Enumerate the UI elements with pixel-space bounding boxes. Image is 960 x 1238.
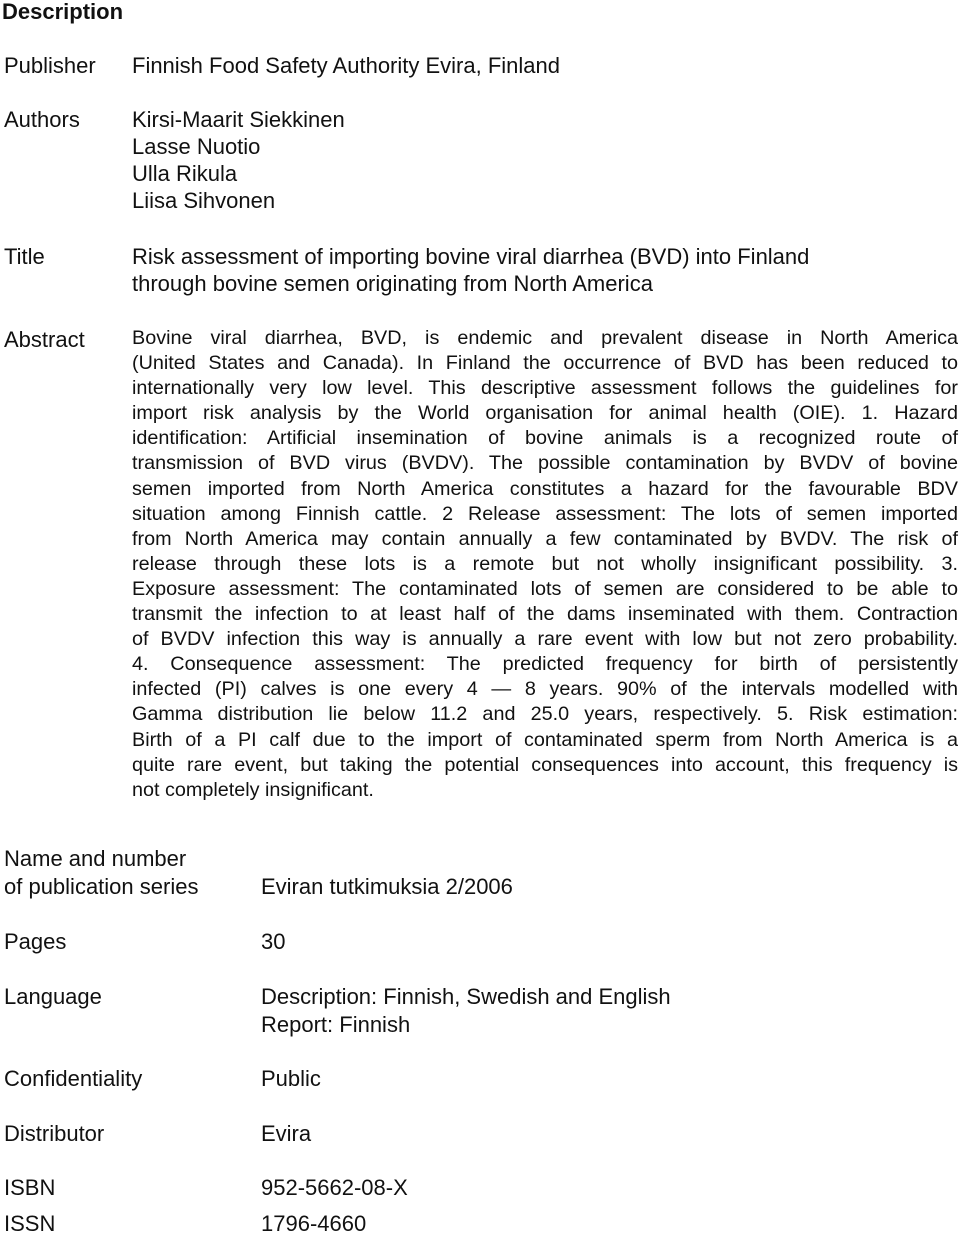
- authors-label: Authors: [4, 107, 80, 132]
- isbn-label: ISBN: [4, 1175, 56, 1200]
- abstract-line: (United States and Canada). In Finland the occurrence of BVD has been reduced to: [132, 352, 958, 375]
- abstract-line: situation among Finnish cattle. 2 Release assessment: The lots of semen imported: [132, 502, 958, 525]
- abstract-label: Abstract: [4, 327, 85, 352]
- abstract-line: semen imported from North America constitutes a hazard for the favourable BDV: [132, 477, 958, 500]
- abstract-line: Bovine viral diarrhea, BVD, is endemic and prevalent disease in North America: [132, 327, 958, 349]
- abstract-line: Birth of a PI calf due to the import of contaminated sperm from North America is a: [132, 728, 958, 751]
- series-label: [4, 845, 198, 901]
- abstract-line: from North America may contain annually a few contaminated by BVDV. The risk of: [132, 527, 958, 550]
- abstract-line: quite rare event, but taking the potential consequences into account, this frequency is: [132, 753, 958, 776]
- pages-value: 30: [261, 929, 286, 954]
- abstract-line: not completely insignificant.: [132, 778, 374, 801]
- title-line: through bovine semen originating from North America: [132, 271, 653, 296]
- author-name: Lasse Nuotio: [132, 134, 261, 159]
- language-line: Report: Finnish: [261, 1012, 411, 1037]
- distributor-value: Evira: [261, 1121, 312, 1146]
- abstract-line: internationally very low level. This descriptive assessment follows the guidelines for: [132, 377, 958, 400]
- authors-list: [132, 106, 345, 214]
- author-name: Liisa Sihvonen: [132, 188, 276, 213]
- pages-label: Pages: [4, 929, 67, 954]
- abstract-line: 4. Consequence assessment: The predicted frequency for birth of persistently: [132, 653, 958, 676]
- distributor-label: Distributor: [4, 1121, 105, 1146]
- issn-value: 1796-4660: [261, 1211, 367, 1236]
- abstract-line: import risk analysis by the World organisation for animal health (OIE). 1. Hazard: [132, 402, 958, 425]
- abstract-line: transmit the infection to at least half of the dams inseminated with them. Contraction: [132, 603, 958, 626]
- language-label: Language: [4, 984, 102, 1009]
- series-label-line: of publication series: [4, 874, 199, 899]
- publisher-label: Publisher: [4, 53, 96, 78]
- publisher-value: Finnish Food Safety Authority Evira, Finland: [132, 53, 560, 78]
- isbn-value: 952-5662-08-X: [261, 1175, 408, 1200]
- author-name: Ulla Rikula: [132, 161, 238, 186]
- abstract-text: [132, 326, 958, 803]
- abstract-line: Exposure assessment: The contaminated lots of semen are considered to be able to: [132, 577, 958, 600]
- author-name: Kirsi-Maarit Siekkinen: [132, 107, 345, 132]
- title-value: [132, 243, 809, 297]
- abstract-line: of BVDV infection this way is annually a rare event with low but not zero probability.: [132, 628, 958, 651]
- abstract-line: release through these lots is a remote but not wholly insignificant possibility. 3.: [132, 552, 958, 575]
- page-heading: Description: [2, 0, 124, 24]
- title-label: Title: [4, 244, 45, 269]
- language-value: [261, 983, 671, 1039]
- issn-label: ISSN: [4, 1211, 56, 1236]
- confidentiality-label: Confidentiality: [4, 1066, 143, 1091]
- series-value: Eviran tutkimuksia 2/2006: [261, 874, 513, 899]
- confidentiality-value: Public: [261, 1066, 321, 1091]
- abstract-line: Gamma distribution lie below 11.2 and 25.0 years, respectively. 5. Risk estimation:: [132, 703, 958, 726]
- series-label-line: Name and number: [4, 846, 187, 871]
- abstract-line: infected (PI) calves is one every 4 — 8 years. 90% of the intervals modelled with: [132, 678, 958, 701]
- abstract-line: identification: Artificial insemination of bovine animals is a recognized route of: [132, 427, 958, 450]
- abstract-line: transmission of BVD virus (BVDV). The possible contamination by BVDV of bovine: [132, 452, 958, 475]
- language-line: Description: Finnish, Swedish and English: [261, 984, 671, 1009]
- title-line: Risk assessment of importing bovine viral diarrhea (BVD) into Finland: [132, 244, 810, 269]
